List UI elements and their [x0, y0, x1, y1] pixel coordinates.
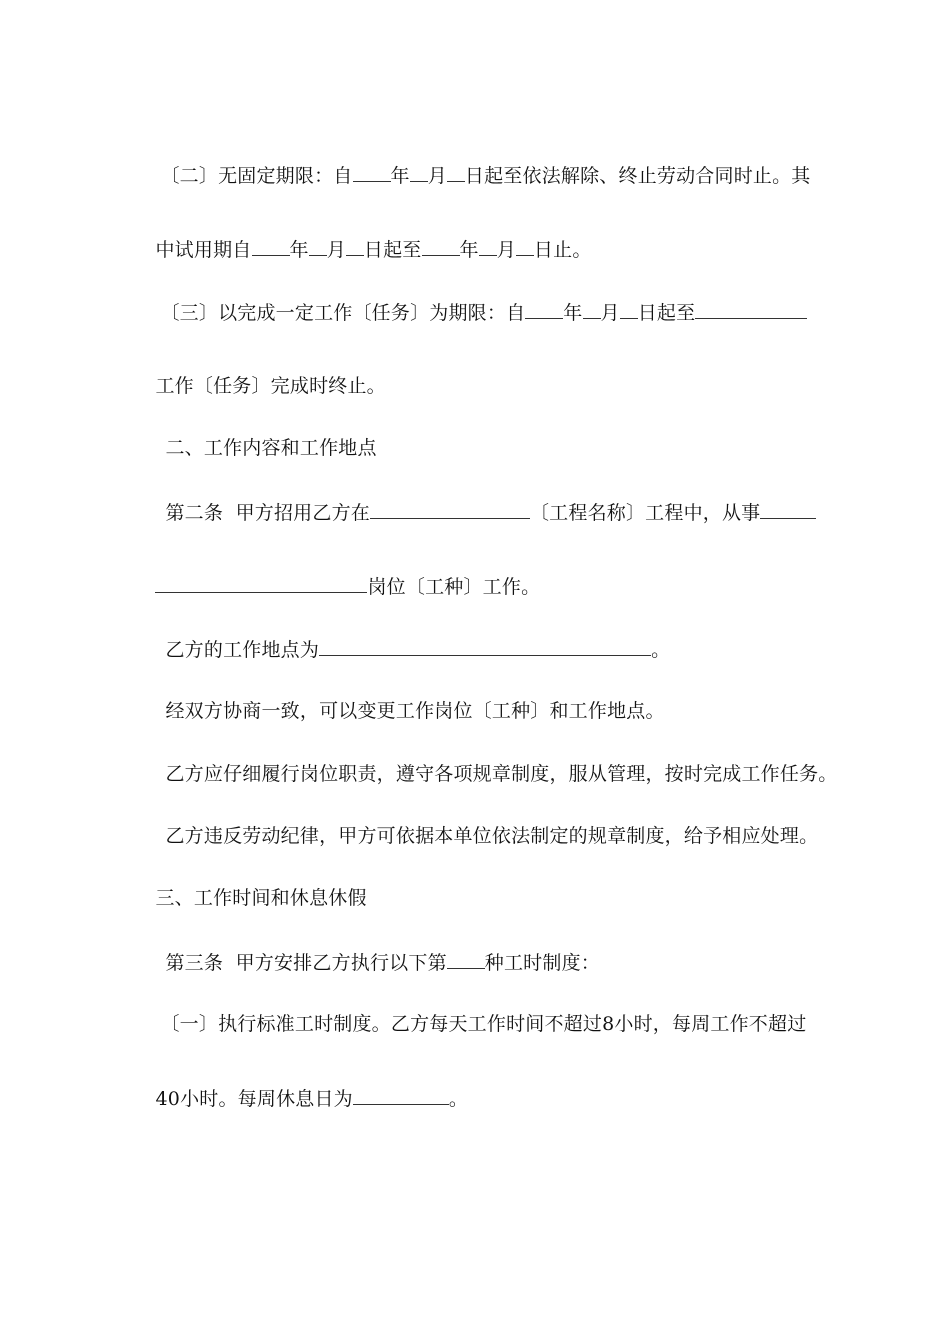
text: 日起至 [637, 302, 696, 324]
text: 年 [390, 165, 410, 187]
text: 月 [496, 239, 516, 261]
text: 乙方应仔细履行岗位职责，遵守各项规章制度，服从管理，按时完成工作任务。 [165, 763, 838, 785]
month-blank[interactable] [410, 163, 428, 182]
line-article-2 [153, 476, 816, 525]
section-heading-work-content [153, 412, 377, 460]
year-blank[interactable] [252, 237, 290, 256]
line-article-3 [153, 926, 600, 975]
line-weekly-hours [143, 1062, 468, 1111]
day-blank[interactable] [620, 300, 638, 319]
text: 乙方违反劳动纪律，甲方可依据本单位依法制定的规章制度，给予相应处理。 [165, 825, 819, 847]
text: 年 [289, 239, 309, 261]
line-fixed-term-none [148, 139, 811, 188]
text: 小时，每周工作不超过 [614, 1013, 807, 1035]
text: 中试用期自 [155, 239, 252, 261]
text: 。 [651, 639, 671, 661]
text: 第二条 甲方招用乙方在 [165, 502, 370, 524]
text: 岗位〔工种〕工作。 [367, 576, 541, 598]
system-number-blank[interactable] [447, 950, 485, 969]
text: 年 [459, 239, 479, 261]
text: 日起至 [363, 239, 422, 261]
year-blank[interactable] [422, 237, 460, 256]
heading-text: 二、工作内容和工作地点 [165, 437, 377, 459]
month-blank[interactable] [479, 237, 497, 256]
position-blank[interactable] [760, 500, 816, 519]
line-task-complete [143, 350, 386, 398]
line-work-location [153, 613, 670, 662]
year-blank[interactable] [353, 163, 391, 182]
hours-number: 40 [155, 1088, 181, 1110]
position-blank-cont[interactable] [155, 574, 367, 593]
text: 〔二〕无固定期限：自 [160, 165, 353, 187]
line-task-term [148, 276, 807, 325]
text: 第三条 甲方安排乙方执行以下第 [165, 952, 447, 974]
text: 种工时制度： [484, 952, 600, 974]
month-blank[interactable] [583, 300, 601, 319]
text: 〔一〕执行标准工时制度。乙方每天工作时间不超过 [160, 1013, 603, 1035]
hours-number: 8 [602, 1013, 615, 1035]
text: 月 [326, 239, 346, 261]
text: 。 [448, 1088, 469, 1110]
work-location-blank[interactable] [319, 637, 651, 656]
day-blank[interactable] [516, 237, 534, 256]
month-blank[interactable] [309, 237, 327, 256]
day-blank[interactable] [346, 237, 364, 256]
text: 年 [563, 302, 583, 324]
end-date-blank[interactable] [695, 300, 807, 319]
section-heading-work-time [143, 862, 367, 910]
line-duties [153, 738, 838, 786]
line-standard-hours [148, 988, 806, 1036]
line-change-position [153, 675, 665, 723]
day-blank[interactable] [447, 163, 465, 182]
text: 月 [427, 165, 447, 187]
line-discipline [153, 800, 818, 848]
text: 经双方协商一致，可以变更工作岗位〔工种〕和工作地点。 [165, 700, 665, 722]
text: 〔三〕以完成一定工作〔任务〕为期限：自 [160, 302, 526, 324]
year-blank[interactable] [525, 300, 563, 319]
text: 日起至依法解除、终止劳动合同时止。其 [464, 165, 811, 187]
line-probation [143, 213, 592, 262]
text: 月 [600, 302, 620, 324]
heading-text: 三、工作时间和休息休假 [155, 887, 367, 909]
text: 乙方的工作地点为 [165, 639, 320, 661]
line-position [143, 550, 540, 599]
project-name-blank[interactable] [370, 500, 530, 519]
text: 〔工程名称〕工程中，从事 [529, 502, 761, 524]
text: 小时。每周休息日为 [180, 1088, 353, 1110]
text: 工作〔任务〕完成时终止。 [155, 375, 386, 397]
text: 日止。 [533, 239, 592, 261]
rest-day-blank[interactable] [353, 1086, 449, 1105]
